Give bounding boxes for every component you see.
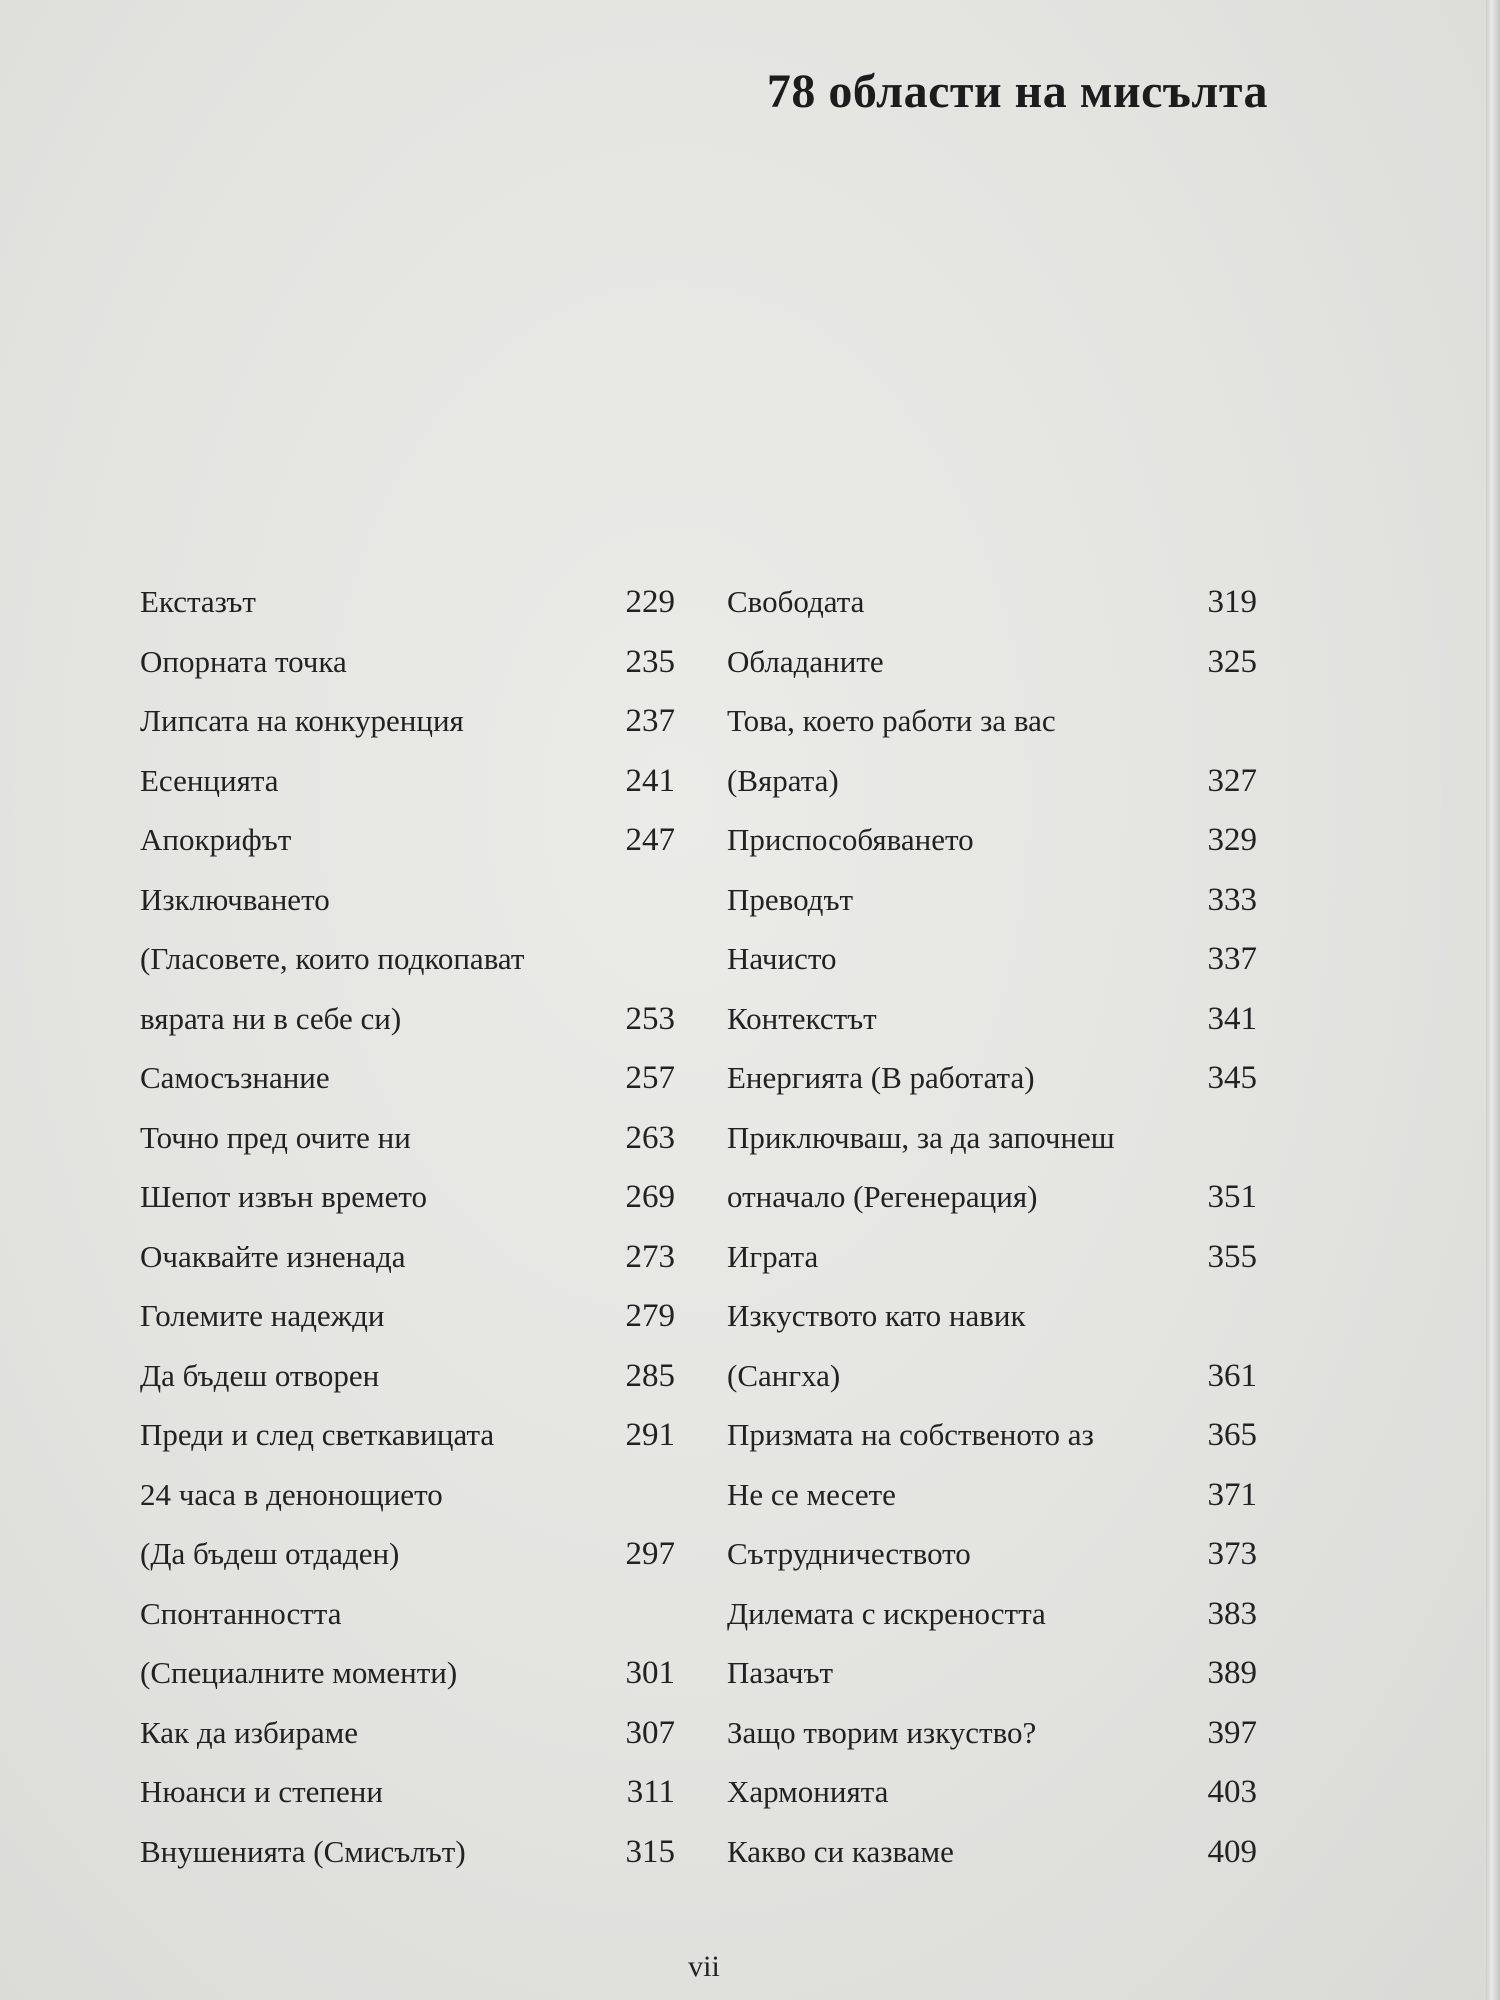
toc-entry-title: вярата ни в себе си): [140, 1000, 402, 1036]
toc-entry-page: 373: [1207, 1536, 1257, 1572]
toc-entry-title: Изкуството като навик: [727, 1298, 1026, 1333]
toc-entry-page: 325: [1207, 643, 1257, 680]
toc-entry-page: 311: [626, 1774, 675, 1810]
toc-entry-title: Апокрифът: [140, 822, 292, 857]
toc-entry-page: 351: [1207, 1179, 1257, 1215]
toc-entry-title: Контекстът: [727, 1000, 877, 1036]
toc-entry: [140, 757, 675, 817]
toc-entry-page: 257: [625, 1060, 675, 1096]
toc-entry-title: (Гласовете, които подкопават: [140, 941, 525, 976]
toc-entry: [140, 1709, 675, 1769]
toc-entry-page: 301: [625, 1655, 675, 1691]
toc-entry: [727, 995, 1257, 1055]
toc-entry: [140, 1590, 675, 1650]
toc-entry: [140, 1768, 675, 1828]
toc-entry-page: 263: [625, 1119, 675, 1156]
toc-entry-title: (Специалните моменти): [140, 1655, 458, 1690]
toc-entry: [727, 578, 1257, 638]
toc-entry-title: Спонтанността: [140, 1595, 342, 1631]
toc-entry-page: 389: [1207, 1655, 1257, 1691]
toc-entry: [727, 1768, 1257, 1828]
page-title: 78 области на мисълта: [766, 65, 1268, 118]
toc-entry-title: Екстазът: [140, 584, 256, 619]
toc-left-column: [140, 578, 675, 1887]
toc-entry-page: 345: [1207, 1060, 1257, 1096]
toc-entry-page: 253: [625, 1000, 675, 1037]
toc-entry-title: Внушенията (Смисълът): [140, 1833, 466, 1869]
toc-entry-page: 291: [625, 1417, 675, 1453]
toc-entry: [727, 757, 1257, 817]
toc-entry: [140, 638, 675, 698]
toc-entry-title: Шепот извън времето: [140, 1179, 427, 1214]
toc-entry-title: Приключваш, за да започнеш: [727, 1119, 1115, 1155]
toc-entry-page: 383: [1207, 1595, 1257, 1632]
toc-entry-title: Преди и след светкавицата: [140, 1417, 495, 1452]
toc-entry-title: Призмата на собственото аз: [727, 1417, 1094, 1452]
toc-entry-page: 247: [625, 822, 675, 858]
toc-entry-page: 273: [625, 1238, 675, 1275]
toc-entry-title: Нюанси и степени: [140, 1774, 383, 1809]
toc-entry: [727, 1649, 1257, 1709]
toc-entry-title: (Да бъдеш отдаден): [140, 1536, 400, 1571]
toc-entry-title: Това, което работи за вас: [727, 703, 1056, 738]
toc-entry-title: Какво си казваме: [727, 1833, 954, 1869]
page-number: vii: [688, 1950, 720, 1983]
toc-entry-title: Начисто: [727, 941, 837, 976]
toc-entry-title: Големите надежди: [140, 1298, 385, 1333]
toc-entry: [140, 1114, 675, 1174]
toc-entry-page: 327: [1207, 762, 1257, 799]
toc-entry-page: 329: [1207, 822, 1257, 858]
toc-entry-title: Обладаните: [727, 643, 884, 679]
toc-entry-title: Приспособяването: [727, 822, 974, 857]
toc-entry-page: 365: [1207, 1417, 1257, 1453]
toc-entry-title: (Сангха): [727, 1357, 841, 1393]
toc-entry-title: Есенцията: [140, 762, 279, 798]
toc-entry-page: 235: [625, 643, 675, 680]
toc-entry-page: 361: [1207, 1357, 1257, 1394]
toc-entry: [140, 1173, 675, 1233]
toc-entry: [727, 876, 1257, 936]
toc-entry: [727, 1471, 1257, 1531]
toc-entry: [140, 1828, 675, 1888]
toc-entry-title: отначало (Регенерация): [727, 1179, 1038, 1214]
toc-entry-title: Опорната точка: [140, 643, 347, 679]
toc-entry-page: 229: [625, 584, 675, 620]
toc-entry: [140, 578, 675, 638]
toc-entry: [727, 1709, 1257, 1769]
toc-entry-page: 279: [625, 1298, 675, 1334]
toc-entry: [727, 1352, 1257, 1412]
page-edge: [1486, 0, 1500, 2000]
toc-entry-title: Как да избираме: [140, 1714, 358, 1750]
toc-entry-title: Липсата на конкуренция: [140, 703, 464, 738]
toc-entry-title: Хармонията: [727, 1774, 889, 1809]
toc-entry-title: Точно пред очите ни: [140, 1119, 411, 1155]
toc-entry-page: 371: [1207, 1476, 1257, 1513]
toc-entry: [727, 638, 1257, 698]
toc-entry-title: 24 часа в денонощието: [140, 1476, 443, 1512]
toc-entry-page: 307: [625, 1714, 675, 1751]
toc-entry: [727, 1292, 1257, 1352]
toc-entry-title: Енергията (В работата): [727, 1060, 1035, 1095]
toc-entry: [727, 1173, 1257, 1233]
toc-entry: [727, 816, 1257, 876]
toc-entry-title: Защо творим изкуство?: [727, 1714, 1037, 1750]
toc-entry: [727, 1054, 1257, 1114]
toc-entry-title: Свободата: [727, 584, 865, 619]
toc-entry: [727, 1590, 1257, 1650]
toc-entry: [140, 816, 675, 876]
toc-entry-page: 397: [1207, 1714, 1257, 1751]
toc-entry: [140, 995, 675, 1055]
toc-entry-page: 355: [1207, 1238, 1257, 1275]
toc-entry-page: 285: [625, 1357, 675, 1394]
toc-entry-title: Играта: [727, 1238, 819, 1274]
toc-entry: [140, 1411, 675, 1471]
toc-entry-title: Очаквайте изненада: [140, 1238, 406, 1274]
toc-entry: [140, 697, 675, 757]
toc-entry: [727, 935, 1257, 995]
toc-entry-title: Изключването: [140, 881, 330, 917]
toc-entry-title: Дилемата с искреността: [727, 1595, 1046, 1631]
toc-entry: [140, 1054, 675, 1114]
toc-entry: [727, 1233, 1257, 1293]
toc-entry: [140, 1352, 675, 1412]
toc-entry-title: Преводът: [727, 881, 854, 917]
toc-entry-page: 341: [1207, 1000, 1257, 1037]
toc-entry: [727, 1828, 1257, 1888]
toc-entry-page: 241: [625, 762, 675, 799]
toc-entry-title: Пазачът: [727, 1655, 834, 1690]
toc-entry: [727, 697, 1257, 757]
toc-entry: [140, 876, 675, 936]
toc-entry: [727, 1114, 1257, 1174]
toc-entry: [727, 1530, 1257, 1590]
toc-entry-page: 333: [1207, 881, 1257, 918]
toc-entry-title: Да бъдеш отворен: [140, 1357, 380, 1393]
toc-entry-page: 269: [625, 1179, 675, 1215]
toc-entry: [727, 1411, 1257, 1471]
toc-entry: [140, 1233, 675, 1293]
toc-entry-title: Не се месете: [727, 1476, 896, 1512]
toc-entry-page: 237: [625, 703, 675, 739]
toc-right-column: [727, 578, 1257, 1887]
toc-entry: [140, 1649, 675, 1709]
toc-entry: [140, 935, 675, 995]
toc-entry-title: (Вярата): [727, 762, 839, 798]
toc-entry: [140, 1292, 675, 1352]
toc-entry-page: 403: [1207, 1774, 1257, 1810]
toc-entry-page: 409: [1207, 1833, 1257, 1870]
toc-entry-page: 337: [1207, 941, 1257, 977]
toc-entry-page: 319: [1207, 584, 1257, 620]
toc-entry: [140, 1471, 675, 1531]
toc-entry-page: 297: [625, 1536, 675, 1572]
toc-entry: [140, 1530, 675, 1590]
toc-entry-title: Самосъзнание: [140, 1060, 330, 1095]
toc-entry-title: Сътрудничеството: [727, 1536, 971, 1571]
toc-entry-page: 315: [625, 1833, 675, 1870]
